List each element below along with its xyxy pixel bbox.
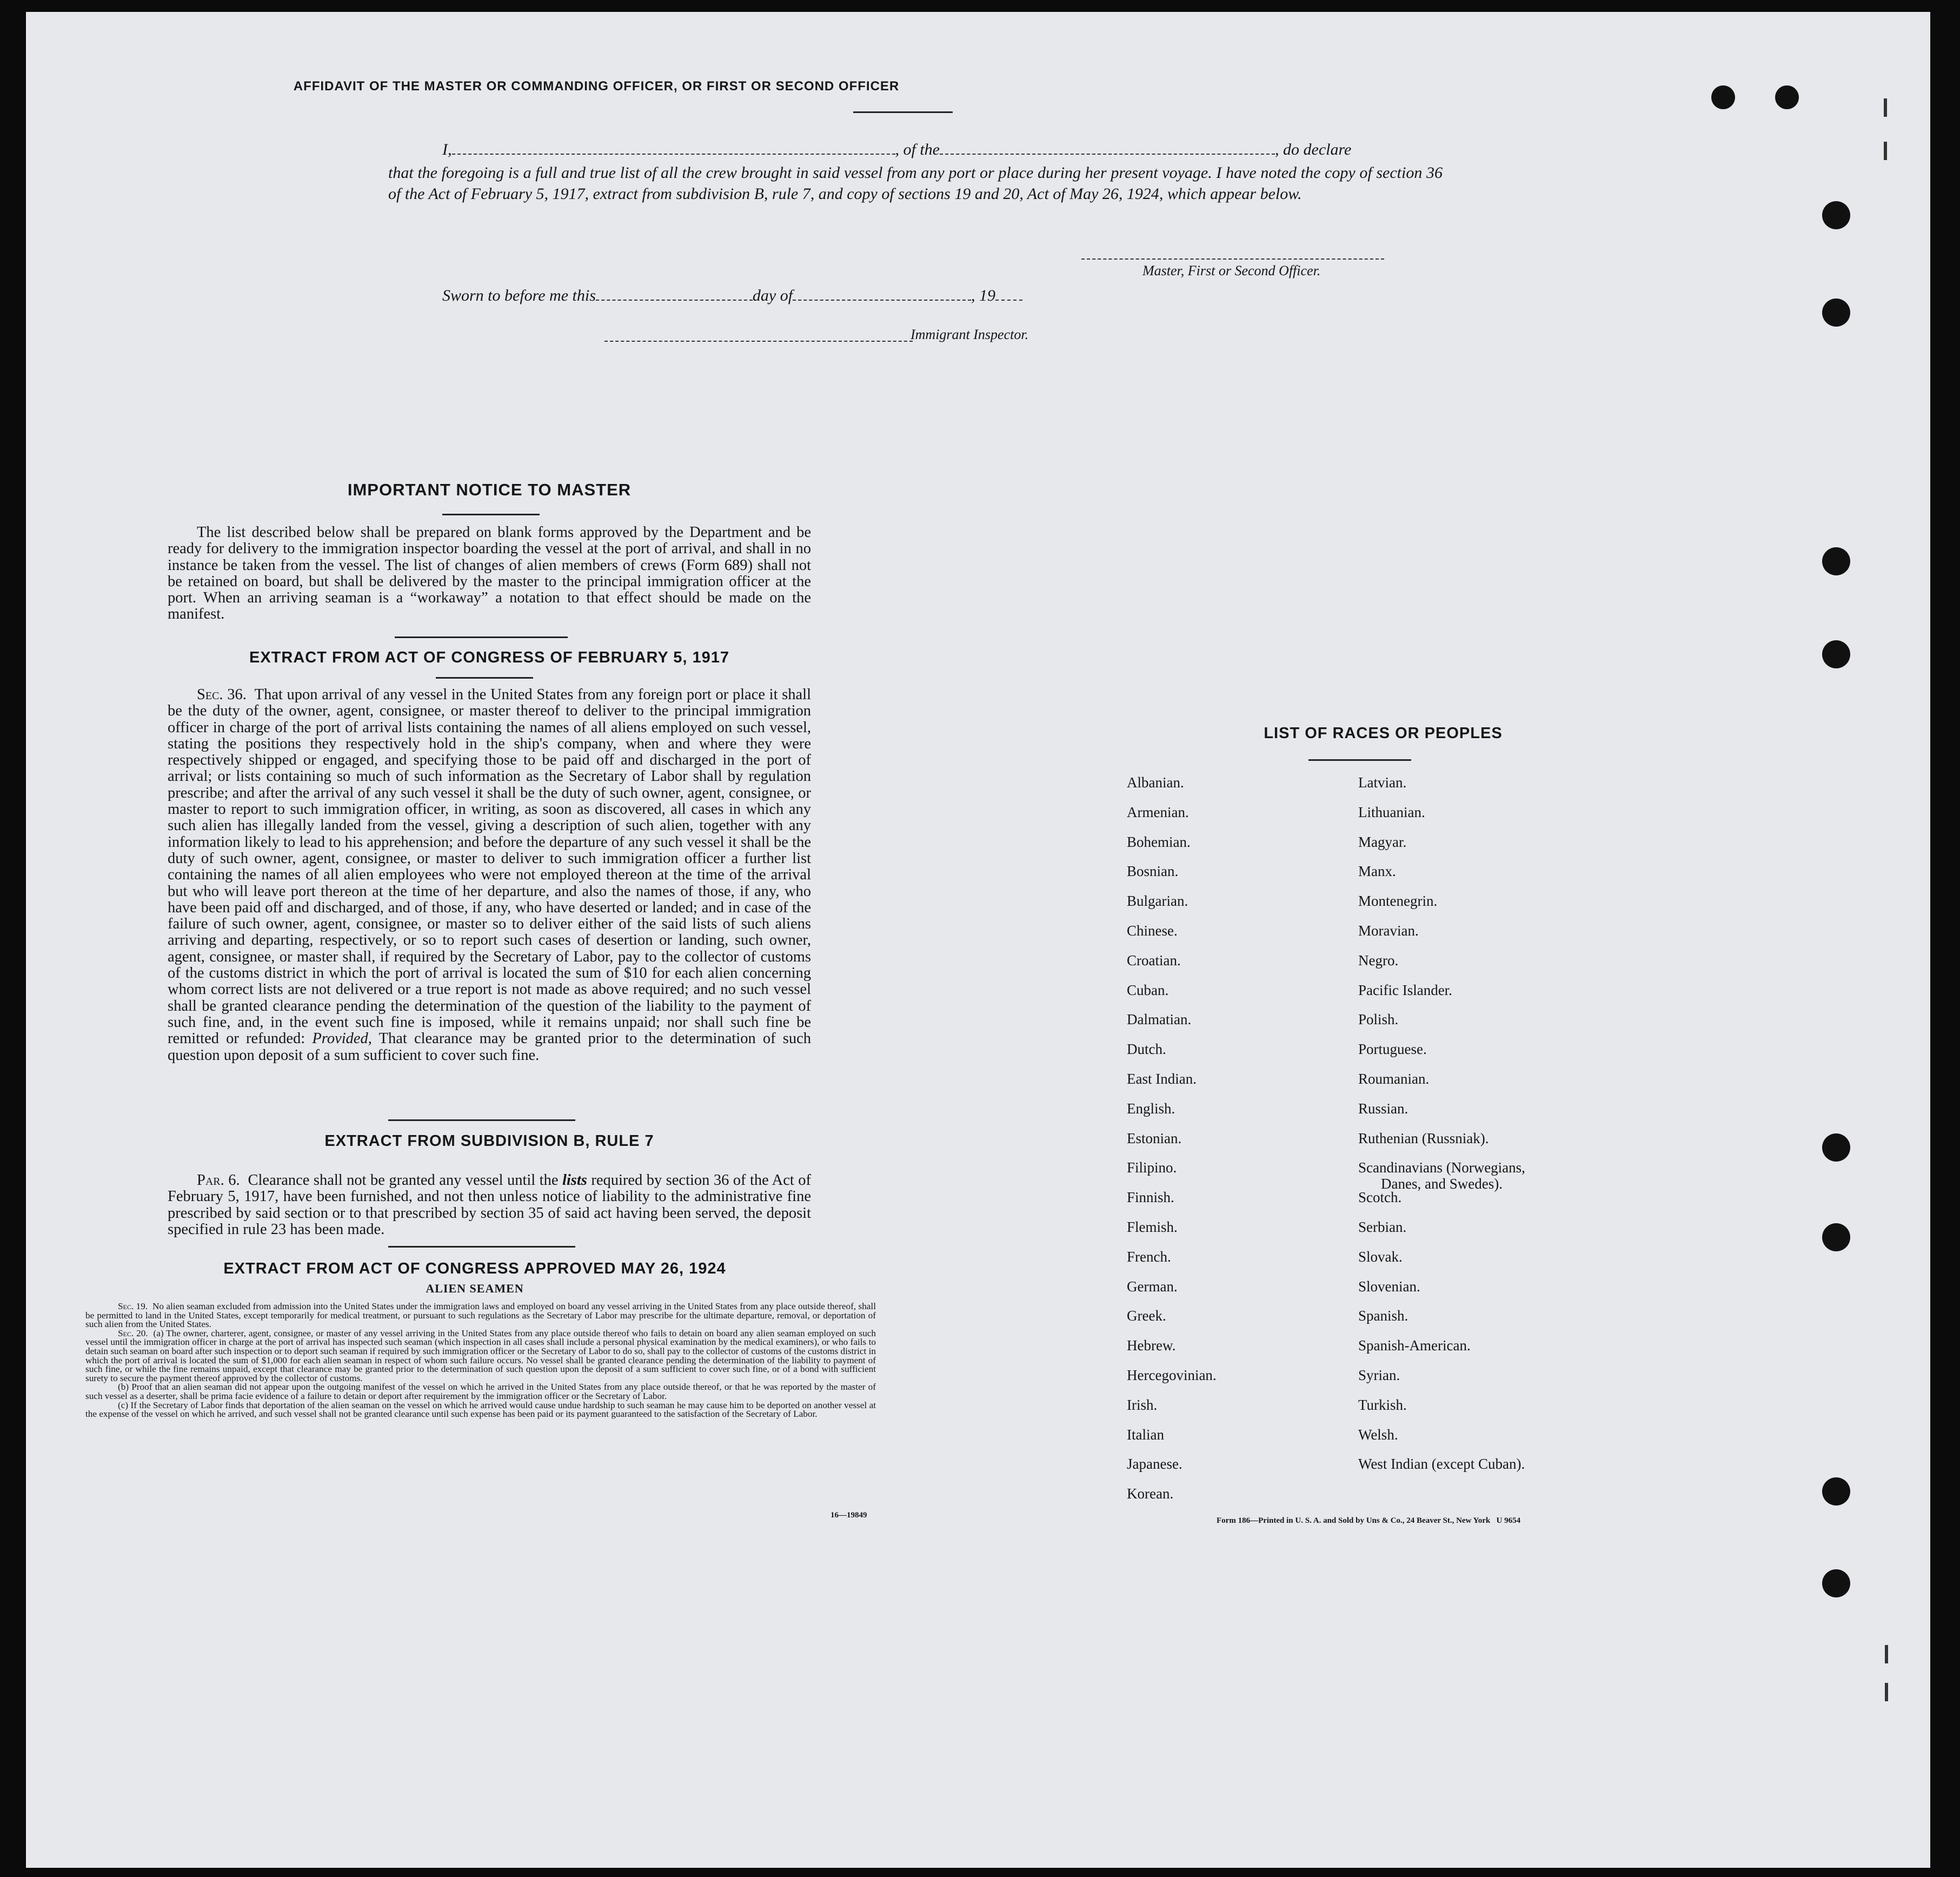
race-item: Japanese. (1127, 1456, 1182, 1472)
affidavit-title-rule (853, 111, 953, 113)
race-item: Latvian. (1358, 774, 1407, 791)
race-item: Bulgarian. (1127, 893, 1188, 909)
punch-hole (1822, 1569, 1850, 1597)
punch-hole (1822, 201, 1850, 229)
race-item: Welsh. (1358, 1427, 1398, 1443)
affidavit-do-declare-label: , do declare (1275, 141, 1352, 158)
sec-20a-text: (a) The owner, charterer, agent, consignee, or master of any vessel arriving in the United States from any place outside thereof who fails to detain on board any alien seaman employed on such vessel until the immigration officer in charge at the port of arrival has inspected such seaman (which inspection in all cases shall include a personal physical examination by the medical examiners), or who fails to detain such seaman on board after such inspection or to deport such seaman if required by such immigration officer or the Secretary of Labor to do so, shall pay to the collector of customs of the customs district in which the port of arrival is located the sum of $1,000 for each alien seaman in respect of whom such failure occurs. No vessel shall be granted clearance pending the determination of the liability to payment of such fine, or while the fine remains unpaid, except that clearance may be granted prior to the determination of such question upon the deposit of a sum sufficient to cover such fine, or of a bond with sufficient surety to secure the payment thereof approved by the collector of customs. (85, 1328, 876, 1383)
race-item: Dutch. (1127, 1041, 1166, 1057)
race-item: Syrian. (1358, 1367, 1400, 1383)
master-signature-label: Master, First or Second Officer. (1142, 263, 1321, 278)
punch-hole (1822, 1223, 1850, 1251)
punch-hole (1822, 547, 1850, 575)
sec-20-label: Sec. 20. (118, 1328, 148, 1338)
sec-19-paragraph (85, 1302, 876, 1329)
notice-divider (395, 636, 568, 638)
race-item: Pacific Islander. (1358, 982, 1452, 998)
affidavit-of-the-label: , of the (895, 141, 940, 158)
race-item: Moravian. (1358, 923, 1419, 939)
binding-mark (1884, 98, 1887, 117)
sec-19-text: No alien seaman excluded from admission into the United States under the immigration laws and employed on board any vessel arriving in the United States from any place outside thereof, shall be permitted to land in the United States, except temporarily for medical treatment, or pursuant to such regulations as the Secretary of Labor may prescribe for the ultimate departure, removal, or deportation of such alien from the United States. (85, 1301, 876, 1330)
notice-title-rule (442, 514, 540, 515)
race-item: Portuguese. (1358, 1041, 1427, 1057)
affidavit-i-label: I, (442, 141, 452, 158)
race-item: Bosnian. (1127, 863, 1179, 879)
notice-body (168, 525, 811, 623)
punch-hole (1822, 1477, 1850, 1505)
inspector-signature-line (604, 341, 913, 342)
sec-20c-paragraph: (c) If the Secretary of Labor finds that deportation of the alien seaman on the vessel on which he arrived would cause undue hardship to such seaman he may cause him to be deported on another vessel at the expense of the vessel on which he arrived, and such vessel shall not be granted clearance until such expense has been paid or its payment guaranteed to the satisfaction of the Secretary of Labor. (85, 1400, 876, 1420)
sworn-label: Sworn to before me this (442, 287, 596, 304)
subdivision-b-title: EXTRACT FROM SUBDIVISION B, RULE 7 (324, 1132, 654, 1150)
form-code: 16—19849 (830, 1511, 867, 1520)
par-6-label: Par. 6. (197, 1172, 240, 1189)
race-item: Filipino. (1127, 1159, 1177, 1176)
affidavit-body: that the foregoing is a full and true list of all the crew brought in said vessel from any port or place during her present voyage. I have noted the copy of section 36 of the Act of February 5, 1917, extract from subdivision B, rule 7, and copy of sections 19 and 20, Act of May 26, 1924, which appear below. (388, 164, 1443, 203)
name-blank (452, 143, 895, 155)
par-6-text-a: Clearance shall not be granted any vessel until the (248, 1172, 559, 1189)
extract-1924-title: EXTRACT FROM ACT OF CONGRESS APPROVED MAY 26, 1924 (223, 1260, 726, 1277)
sec-20a-paragraph (85, 1329, 876, 1383)
race-item: Hebrew. (1127, 1337, 1176, 1354)
binding-mark (1885, 1683, 1888, 1701)
par-6-text-b: required by section 36 of the Act of February 5, 1917, have been furnished, and not then unless notice of liability to the administrative fine prescribed by said section or to that prescribed by section 35 of said act having been served, the deposit specified in rule 23 has been made. (168, 1172, 812, 1238)
race-item: Greek. (1127, 1308, 1166, 1324)
race-item: Ruthenian (Russniak). (1358, 1130, 1489, 1146)
punch-hole (1822, 1133, 1850, 1162)
race-item: Magyar. (1358, 834, 1407, 850)
race-item: Slovenian. (1358, 1278, 1420, 1295)
document-page (26, 12, 1930, 1868)
race-item: Slovak. (1358, 1249, 1403, 1265)
race-item: English. (1127, 1100, 1175, 1117)
race-item: Bohemian. (1127, 834, 1191, 850)
sec-36-text-a: That upon arrival of any vessel in the United States from any foreign port or place it shall be the duty of the owner, agent, consignee, or master thereof to deliver to the principal immigration officer in charge of the port of arrival lists containing the names of all aliens employed on such vessel, stating the positions they respectively hold in the ship's company, when and where they were respectively shipped or engaged, and specifying those to be paid off and discharged in the port of arrival; or lists containing so much of such information as the Secretary of Labor shall by regulation prescribe; and after the arrival of any such vessel it shall be the duty of such owner, agent, consignee, or master to report to such immigration officer, in writing, as soon as discovered, all cases in which any such alien has illegally landed from the vessel, giving a description of such alien, together with any information likely to lead to his apprehension; and before the departure of any such vessel it shall be the duty of such owner, agent, consignee, or master to deliver to such immigration officer a further list containing the names of all alien employees who were not employed thereon at the time of the arrival but who will leave port thereon at the time of her departure, and also the names of those, if any, who have been paid off and discharged, and of those, if any, who have deserted or landed; and in case of the failure of such owner, agent, consignee, or master so to deliver either of the said lists of such aliens arriving and departing, respectively, or so to report such cases of desertion or landing, such owner, agent, consignee, or master shall, if required by the Secretary of Labor, pay to the collector of customs of the customs district in which the port of arrival is located the sum of $10 for each alien concerning whom correct lists are not delivered or a true report is not made as above required; and no such vessel shall be granted clearance pending the determination of the question of the liability to the payment of such fine, and, in the event such fine is imposed, while it remains unpaid; nor shall such fine be remitted or refunded: (168, 686, 811, 1047)
race-item: Spanish. (1358, 1308, 1408, 1324)
race-item: Hercegovinian. (1127, 1367, 1217, 1383)
extract-1924-subtitle: ALIEN SEAMEN (426, 1282, 524, 1295)
race-item: Montenegrin. (1358, 893, 1438, 909)
extract-1917-title: EXTRACT FROM ACT OF CONGRESS OF FEBRUARY 5, 1917 (249, 649, 730, 666)
printer-imprint: Form 186—Printed in U. S. A. and Sold by Uns & Co., 24 Beaver St., New York U 9654 (1217, 1516, 1521, 1525)
sec-36-provided: Provided, (312, 1030, 372, 1047)
sworn-day-blank (596, 289, 753, 301)
sec-20b-paragraph: (b) Proof that an alien seaman did not appear upon the outgoing manifest of the vessel on which he arrived in the United States from any place outside thereof, or that he was reported by the master of such vessel as a deserter, shall be prima facie evidence of a failure to detain or deport after requirement by the immigration officer or the Secretary of Labor. (85, 1382, 876, 1401)
sec-36-label: Sec. 36. (197, 686, 247, 703)
sec-19-label: Sec. 19. (118, 1301, 148, 1311)
race-item: Estonian. (1127, 1130, 1182, 1146)
affidavit-declaration-line (442, 141, 1443, 159)
punch-hole (1711, 85, 1735, 109)
punch-hole (1775, 85, 1799, 109)
sworn-month-blank (793, 289, 971, 301)
punch-hole (1822, 640, 1850, 668)
extract-1924-body (85, 1302, 876, 1419)
vessel-blank (940, 143, 1275, 155)
race-item: Russian. (1358, 1100, 1408, 1117)
notice-paragraph: The list described below shall be prepared on blank forms approved by the Department and be ready for delivery to the immigration inspector boarding the vessel at the port of arrival, and shall in no instance be taken from the vessel. The list of changes of alien members of crews (Form 689) shall not be retained on board, but shall be delivered by the master to the principal immigration officer at the port. When an arriving seaman is a “workaway” a notation to that effect should be made on the manifest. (168, 524, 811, 623)
race-item: Armenian. (1127, 804, 1189, 820)
race-item: Korean. (1127, 1485, 1174, 1502)
race-item: West Indian (except Cuban). (1358, 1456, 1525, 1472)
sworn-year-label: , 19 (971, 287, 996, 304)
race-item: Flemish. (1127, 1219, 1178, 1235)
race-item: Negro. (1358, 952, 1399, 969)
race-item: German. (1127, 1278, 1178, 1295)
sworn-year-blank (995, 289, 1022, 301)
race-item: Italian (1127, 1427, 1164, 1443)
race-item: Scandinavians (Norwegians, (1358, 1159, 1525, 1176)
race-item: Irish. (1127, 1397, 1158, 1413)
race-item: Serbian. (1358, 1219, 1407, 1235)
binding-mark (1884, 142, 1887, 160)
binding-mark (1885, 1645, 1888, 1663)
subdivision-b-body (168, 1172, 811, 1238)
race-item: Lithuanian. (1358, 804, 1425, 820)
sworn-day-of-label: day of (752, 287, 793, 304)
extract-1917-title-rule (436, 677, 533, 679)
par-6-lists-word: lists (562, 1172, 587, 1189)
race-item: Cuban. (1127, 982, 1169, 998)
race-item: Danes, and Swedes). (1381, 1176, 1503, 1192)
extract-1917-body (168, 687, 811, 1064)
notice-title: IMPORTANT NOTICE TO MASTER (347, 480, 632, 499)
race-item: Scotch. (1358, 1189, 1402, 1205)
race-item: Polish. (1358, 1011, 1399, 1027)
master-signature-line (1081, 258, 1384, 260)
race-item: Chinese. (1127, 923, 1178, 939)
subdivision-b-divider (388, 1246, 575, 1248)
race-item: Finnish. (1127, 1189, 1174, 1205)
races-title-rule (1308, 759, 1411, 761)
race-item: Roumanian. (1358, 1071, 1430, 1087)
race-item: French. (1127, 1249, 1171, 1265)
races-title: LIST OF RACES OR PEOPLES (1264, 725, 1503, 742)
sworn-line (442, 287, 1022, 305)
punch-hole (1822, 299, 1850, 327)
race-item: Albanian. (1127, 774, 1184, 791)
race-item: Dalmatian. (1127, 1011, 1192, 1027)
race-item: East Indian. (1127, 1071, 1197, 1087)
affidavit-title: AFFIDAVIT OF THE MASTER OR COMMANDING OFFICER, OR FIRST OR SECOND OFFICER (293, 79, 900, 94)
extract-1917-divider (388, 1119, 575, 1121)
race-item: Spanish-American. (1358, 1337, 1471, 1354)
race-item: Manx. (1358, 863, 1396, 879)
race-item: Croatian. (1127, 952, 1181, 969)
race-item: Turkish. (1358, 1397, 1407, 1413)
inspector-signature-label: Immigrant Inspector. (911, 327, 1029, 342)
sec-36-text-b: That clearance may be granted prior to the determination of such question upon deposit of a sum sufficient to cover such fine. (168, 1030, 811, 1064)
